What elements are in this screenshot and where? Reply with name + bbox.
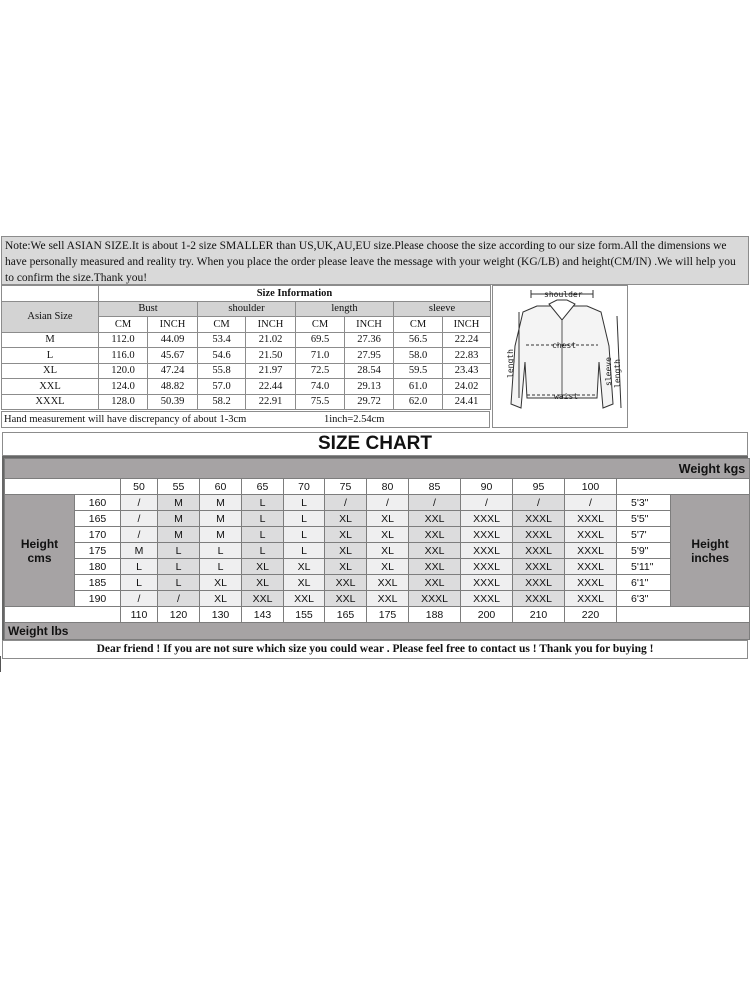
measurement-cell: 27.95: [345, 348, 394, 364]
height-cm-value: 185: [75, 575, 121, 591]
size-chart: [2, 456, 748, 640]
size-cell: XL: [242, 575, 284, 591]
size-cell: XL: [367, 543, 409, 559]
lb-value: 165: [325, 607, 367, 623]
height-cms-line2: cms: [27, 550, 52, 565]
size-cell: XL: [325, 511, 367, 527]
table-row: [5, 591, 750, 607]
size-label: M: [2, 332, 99, 348]
size-cell: XXXL: [565, 527, 617, 543]
shirt-diagram-svg: [493, 286, 627, 427]
unit-header: INCH: [148, 317, 198, 333]
height-inch-value: 5'11": [617, 559, 671, 575]
measurement-cell: 71.0: [296, 348, 345, 364]
table-row: [5, 511, 750, 527]
size-cell: XXXL: [461, 543, 513, 559]
kg-value: 80: [367, 479, 409, 495]
height-inch-value: 6'3": [617, 591, 671, 607]
size-cell: XXXL: [461, 527, 513, 543]
lbs-row-spacer: [617, 607, 750, 623]
measurement-cell: 21.02: [246, 332, 296, 348]
lb-value: 210: [513, 607, 565, 623]
size-label: XXL: [2, 379, 99, 395]
lbs-values-row: [5, 607, 750, 623]
size-cell: XXXL: [565, 543, 617, 559]
group-header: length: [296, 301, 394, 317]
unit-header: INCH: [443, 317, 491, 333]
size-label: L: [2, 348, 99, 364]
shirt-diagram: [492, 285, 628, 428]
size-cell: XXXL: [513, 511, 565, 527]
unit-header: CM: [99, 317, 148, 333]
measurement-cell: 22.83: [443, 348, 491, 364]
size-cell: M: [158, 511, 200, 527]
table-row: [5, 543, 750, 559]
lb-value: 120: [158, 607, 200, 623]
kgs-row-spacer: [5, 479, 121, 495]
size-cell: XXXL: [565, 511, 617, 527]
size-cell: L: [158, 575, 200, 591]
size-cell: XXXL: [461, 575, 513, 591]
sleeve-length-label: length: [613, 359, 622, 388]
measurement-cell: 55.8: [198, 363, 246, 379]
size-cell: L: [121, 575, 158, 591]
measurement-cell: 59.5: [394, 363, 443, 379]
height-inch-value: 5'3": [617, 495, 671, 511]
size-cell: XL: [200, 575, 242, 591]
measurement-cell: 116.0: [99, 348, 148, 364]
lb-value: 110: [121, 607, 158, 623]
size-cell: L: [242, 495, 284, 511]
kg-value: 95: [513, 479, 565, 495]
table-row: [5, 559, 750, 575]
lbs-row-spacer: [5, 607, 121, 623]
measurement-cell: 29.13: [345, 379, 394, 395]
size-cell: L: [242, 527, 284, 543]
measurement-cell: 61.0: [394, 379, 443, 395]
size-cell: /: [158, 591, 200, 607]
measurement-cell: 53.4: [198, 332, 246, 348]
size-cell: L: [284, 511, 325, 527]
size-cell: XXXL: [565, 575, 617, 591]
kg-value: 50: [121, 479, 158, 495]
size-cell: /: [367, 495, 409, 511]
measurement-cell: 56.5: [394, 332, 443, 348]
kg-value: 85: [409, 479, 461, 495]
measurement-cell: 23.43: [443, 363, 491, 379]
size-cell: /: [121, 511, 158, 527]
lb-value: 220: [565, 607, 617, 623]
size-cell: XL: [325, 527, 367, 543]
height-inch-value: 6'1": [617, 575, 671, 591]
size-cell: /: [121, 495, 158, 511]
table-row: [2, 363, 491, 379]
size-cell: XL: [367, 511, 409, 527]
size-cell: XL: [200, 591, 242, 607]
size-cell: XXL: [409, 511, 461, 527]
group-header: shoulder: [198, 301, 296, 317]
height-inches-label: [671, 495, 750, 607]
size-cell: XXXL: [461, 591, 513, 607]
measurement-cell: 74.0: [296, 379, 345, 395]
unit-header: CM: [198, 317, 246, 333]
measurement-cell: 28.54: [345, 363, 394, 379]
measurement-cell: 45.67: [148, 348, 198, 364]
size-cell: /: [121, 591, 158, 607]
measurement-cell: 58.2: [198, 394, 246, 410]
measurement-cell: 57.0: [198, 379, 246, 395]
size-cell: M: [158, 495, 200, 511]
measurement-cell: 47.24: [148, 363, 198, 379]
table-row: [5, 495, 750, 511]
measurement-cell: 22.44: [246, 379, 296, 395]
size-cell: XXL: [325, 591, 367, 607]
size-cell: /: [409, 495, 461, 511]
size-chart-table: [4, 458, 750, 640]
size-cell: L: [284, 527, 325, 543]
size-cell: L: [158, 543, 200, 559]
length-label: length: [506, 349, 515, 378]
size-cell: L: [284, 543, 325, 559]
measurement-cell: 48.82: [148, 379, 198, 395]
size-cell: L: [242, 511, 284, 527]
size-cell: XXL: [242, 591, 284, 607]
size-info-rows: [2, 332, 491, 410]
measurement-cell: 58.0: [394, 348, 443, 364]
measurement-cell: 50.39: [148, 394, 198, 410]
height-inch-value: 5'7': [617, 527, 671, 543]
height-inches-line2: inches: [691, 550, 730, 565]
hand-measurement-note: Hand measurement will have discrepancy of about 1-3cm: [4, 414, 247, 425]
size-cell: XXL: [284, 591, 325, 607]
weight-lbs-header-row: [5, 623, 750, 640]
size-cell: XXXL: [409, 591, 461, 607]
size-cell: L: [200, 559, 242, 575]
size-cell: XL: [325, 543, 367, 559]
measurement-cell: 54.6: [198, 348, 246, 364]
kg-value: 100: [565, 479, 617, 495]
measurement-cell: 128.0: [99, 394, 148, 410]
size-cell: M: [200, 511, 242, 527]
measurement-cell: 22.24: [443, 332, 491, 348]
kg-value: 90: [461, 479, 513, 495]
height-cms-label: [5, 495, 75, 607]
measurement-cell: 112.0: [99, 332, 148, 348]
inch-conversion-note: 1inch=2.54cm: [324, 414, 385, 425]
size-cell: XXXL: [513, 559, 565, 575]
kg-value: 75: [325, 479, 367, 495]
size-cell: /: [513, 495, 565, 511]
weight-kgs-label: Weight kgs: [5, 459, 750, 479]
size-cell: XXXL: [461, 559, 513, 575]
unit-header: CM: [394, 317, 443, 333]
measurement-cell: 27.36: [345, 332, 394, 348]
kg-value: 70: [284, 479, 325, 495]
size-cell: XXXL: [513, 575, 565, 591]
height-cms-line1: Height: [20, 536, 59, 551]
chest-label: chest: [552, 341, 577, 350]
table-row: [2, 332, 491, 348]
measurement-cell: 124.0: [99, 379, 148, 395]
lb-value: 200: [461, 607, 513, 623]
table-row: [2, 348, 491, 364]
size-cell: XXXL: [513, 543, 565, 559]
size-cell: L: [242, 543, 284, 559]
size-label: XL: [2, 363, 99, 379]
measurement-cell: 21.50: [246, 348, 296, 364]
size-cell: M: [121, 543, 158, 559]
size-cell: XL: [367, 559, 409, 575]
divider: [0, 656, 1, 672]
size-cell: /: [565, 495, 617, 511]
size-cell: XL: [325, 559, 367, 575]
height-cm-value: 180: [75, 559, 121, 575]
group-header: Bust: [99, 301, 198, 317]
size-cell: M: [158, 527, 200, 543]
kgs-row-spacer: [617, 479, 750, 495]
size-note: Note:We sell ASIAN SIZE.It is about 1-2 size SMALLER than US,UK,AU,EU size.Please choose the size according to our size form.All the dimensions we have personally measured and reality try. When you place the order please leave the message with your weight (KG/LB) and height(CM/IN) .We will help you to confirm the size.Thank you!: [1, 236, 749, 285]
size-cell: /: [325, 495, 367, 511]
group-header: sleeve: [394, 301, 491, 317]
size-cell: XXXL: [513, 591, 565, 607]
height-cm-value: 175: [75, 543, 121, 559]
measurement-cell: 24.02: [443, 379, 491, 395]
footer-message: Dear friend ! If you are not sure which size you could wear . Please feel free to contact us ! Thank you for buying !: [2, 640, 748, 659]
size-cell: XXL: [409, 575, 461, 591]
height-cm-value: 170: [75, 527, 121, 543]
kgs-values-row: [5, 479, 750, 495]
height-cm-value: 165: [75, 511, 121, 527]
size-info-title: Size Information: [99, 286, 491, 302]
asian-size-header: Asian Size: [2, 301, 99, 332]
table-row: [5, 575, 750, 591]
lb-value: 175: [367, 607, 409, 623]
measurement-cell: 29.72: [345, 394, 394, 410]
size-cell: XXXL: [565, 591, 617, 607]
unit-header: INCH: [246, 317, 296, 333]
size-info-corner: [2, 286, 99, 302]
size-information-table-wrap: [1, 285, 491, 410]
measurement-cell: 62.0: [394, 394, 443, 410]
table-row: [2, 379, 491, 395]
size-cell: XL: [284, 559, 325, 575]
size-cell: XXXL: [461, 511, 513, 527]
lb-value: 188: [409, 607, 461, 623]
size-cell: /: [461, 495, 513, 511]
table-row: [5, 527, 750, 543]
kg-value: 60: [200, 479, 242, 495]
measurement-cell: 22.91: [246, 394, 296, 410]
size-cell: XL: [284, 575, 325, 591]
size-cell: L: [121, 559, 158, 575]
weight-kgs-header-row: [5, 459, 750, 479]
size-cell: /: [121, 527, 158, 543]
measurement-cell: 120.0: [99, 363, 148, 379]
lb-value: 130: [200, 607, 242, 623]
height-cm-value: 190: [75, 591, 121, 607]
height-inches-line1: Height: [691, 536, 729, 551]
size-information-section: [0, 236, 750, 431]
measurement-cell: 69.5: [296, 332, 345, 348]
size-cell: XL: [242, 559, 284, 575]
weight-lbs-label: Weight lbs: [5, 623, 750, 640]
height-cm-value: 160: [75, 495, 121, 511]
size-cell: M: [200, 495, 242, 511]
size-cell: XXL: [409, 559, 461, 575]
size-cell: XXL: [409, 543, 461, 559]
kg-value: 55: [158, 479, 200, 495]
kg-value: 65: [242, 479, 284, 495]
size-cell: XL: [367, 527, 409, 543]
measurement-cell: 24.41: [443, 394, 491, 410]
unit-header: CM: [296, 317, 345, 333]
lb-value: 155: [284, 607, 325, 623]
size-cell: L: [158, 559, 200, 575]
waist-label: waist: [554, 392, 579, 401]
size-cell: M: [200, 527, 242, 543]
size-cell: L: [200, 543, 242, 559]
unit-header: INCH: [345, 317, 394, 333]
hand-measurement-row: [1, 411, 490, 428]
measurement-cell: 72.5: [296, 363, 345, 379]
sleeve-label: sleeve: [604, 357, 613, 386]
shoulder-label: shoulder: [544, 290, 583, 299]
size-cell: L: [284, 495, 325, 511]
height-inch-value: 5'5": [617, 511, 671, 527]
size-cell: XXL: [325, 575, 367, 591]
table-row: [2, 394, 491, 410]
measurement-cell: 44.09: [148, 332, 198, 348]
measurement-cell: 75.5: [296, 394, 345, 410]
size-cell: XXXL: [565, 559, 617, 575]
size-cell: XXL: [367, 591, 409, 607]
size-label: XXXL: [2, 394, 99, 410]
lb-value: 143: [242, 607, 284, 623]
size-cell: XXL: [367, 575, 409, 591]
size-cell: XXL: [409, 527, 461, 543]
size-chart-title: SIZE CHART: [2, 432, 748, 456]
measurement-cell: 21.97: [246, 363, 296, 379]
height-inch-value: 5'9": [617, 543, 671, 559]
size-information-table: [1, 285, 491, 410]
size-cell: XXXL: [513, 527, 565, 543]
